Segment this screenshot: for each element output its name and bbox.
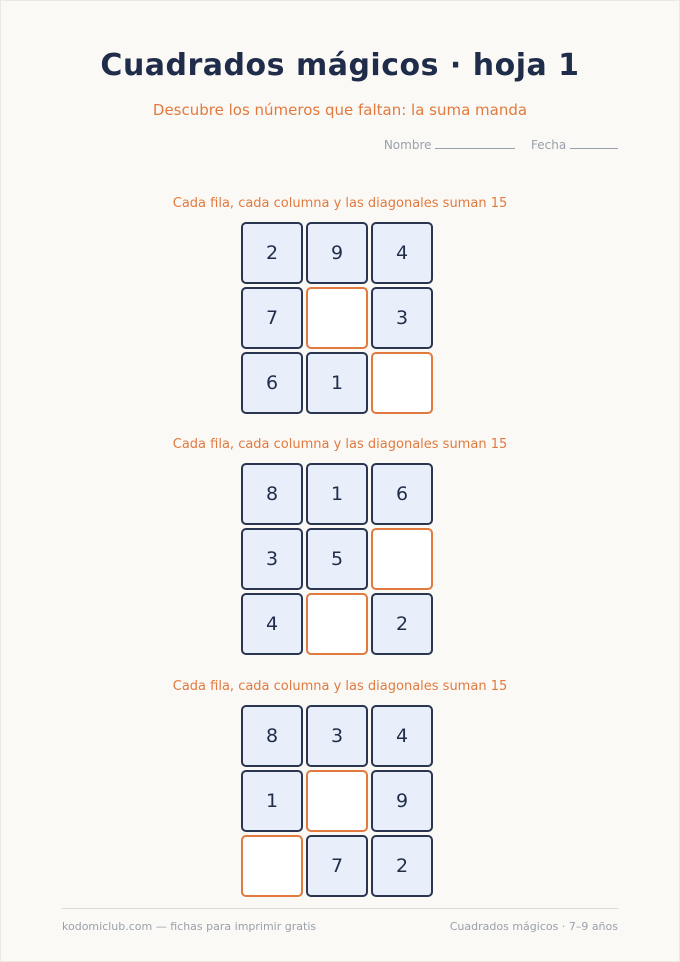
number-cell: 2 xyxy=(241,222,303,284)
page-subtitle: Descubre los números que faltan: la suma manda xyxy=(152,101,528,119)
number-cell: 4 xyxy=(371,222,433,284)
page-title: Cuadrados mágicos · hoja 1 xyxy=(100,48,580,83)
number-cell: 2 xyxy=(371,593,433,655)
puzzle-caption: Cada fila, cada columna y las diagonales suman 15 xyxy=(172,679,508,694)
magic-square-grid xyxy=(241,463,439,661)
footer-topic: Cuadrados mágicos · 7–9 años xyxy=(449,920,618,933)
empty-answer-cell[interactable] xyxy=(306,287,368,349)
number-cell: 3 xyxy=(371,287,433,349)
footer-divider xyxy=(62,908,618,909)
name-label: Nombre xyxy=(383,138,432,152)
number-cell: 7 xyxy=(306,835,368,897)
number-cell: 7 xyxy=(241,287,303,349)
number-cell: 5 xyxy=(306,528,368,590)
number-cell: 9 xyxy=(306,222,368,284)
number-cell: 3 xyxy=(306,705,368,767)
empty-answer-cell[interactable] xyxy=(306,593,368,655)
number-cell: 4 xyxy=(371,705,433,767)
empty-answer-cell[interactable] xyxy=(241,835,303,897)
footer-site: kodomiclub.com — fichas para imprimir gratis xyxy=(62,920,317,933)
magic-square-grid xyxy=(241,705,439,903)
empty-answer-cell[interactable] xyxy=(306,770,368,832)
name-blank[interactable] xyxy=(435,138,515,149)
number-cell: 1 xyxy=(306,352,368,414)
number-cell: 6 xyxy=(371,463,433,525)
number-cell: 4 xyxy=(241,593,303,655)
number-cell: 6 xyxy=(241,352,303,414)
empty-answer-cell[interactable] xyxy=(371,352,433,414)
number-cell: 3 xyxy=(241,528,303,590)
puzzle-caption: Cada fila, cada columna y las diagonales suman 15 xyxy=(172,196,508,211)
date-blank[interactable] xyxy=(570,138,618,149)
number-cell: 9 xyxy=(371,770,433,832)
puzzle-caption: Cada fila, cada columna y las diagonales suman 15 xyxy=(172,437,508,452)
number-cell: 1 xyxy=(306,463,368,525)
name-date-line xyxy=(384,138,618,152)
number-cell: 2 xyxy=(371,835,433,897)
number-cell: 8 xyxy=(241,463,303,525)
date-label: Fecha xyxy=(530,138,567,152)
empty-answer-cell[interactable] xyxy=(371,528,433,590)
number-cell: 8 xyxy=(241,705,303,767)
magic-square-grid xyxy=(241,222,439,420)
number-cell: 1 xyxy=(241,770,303,832)
